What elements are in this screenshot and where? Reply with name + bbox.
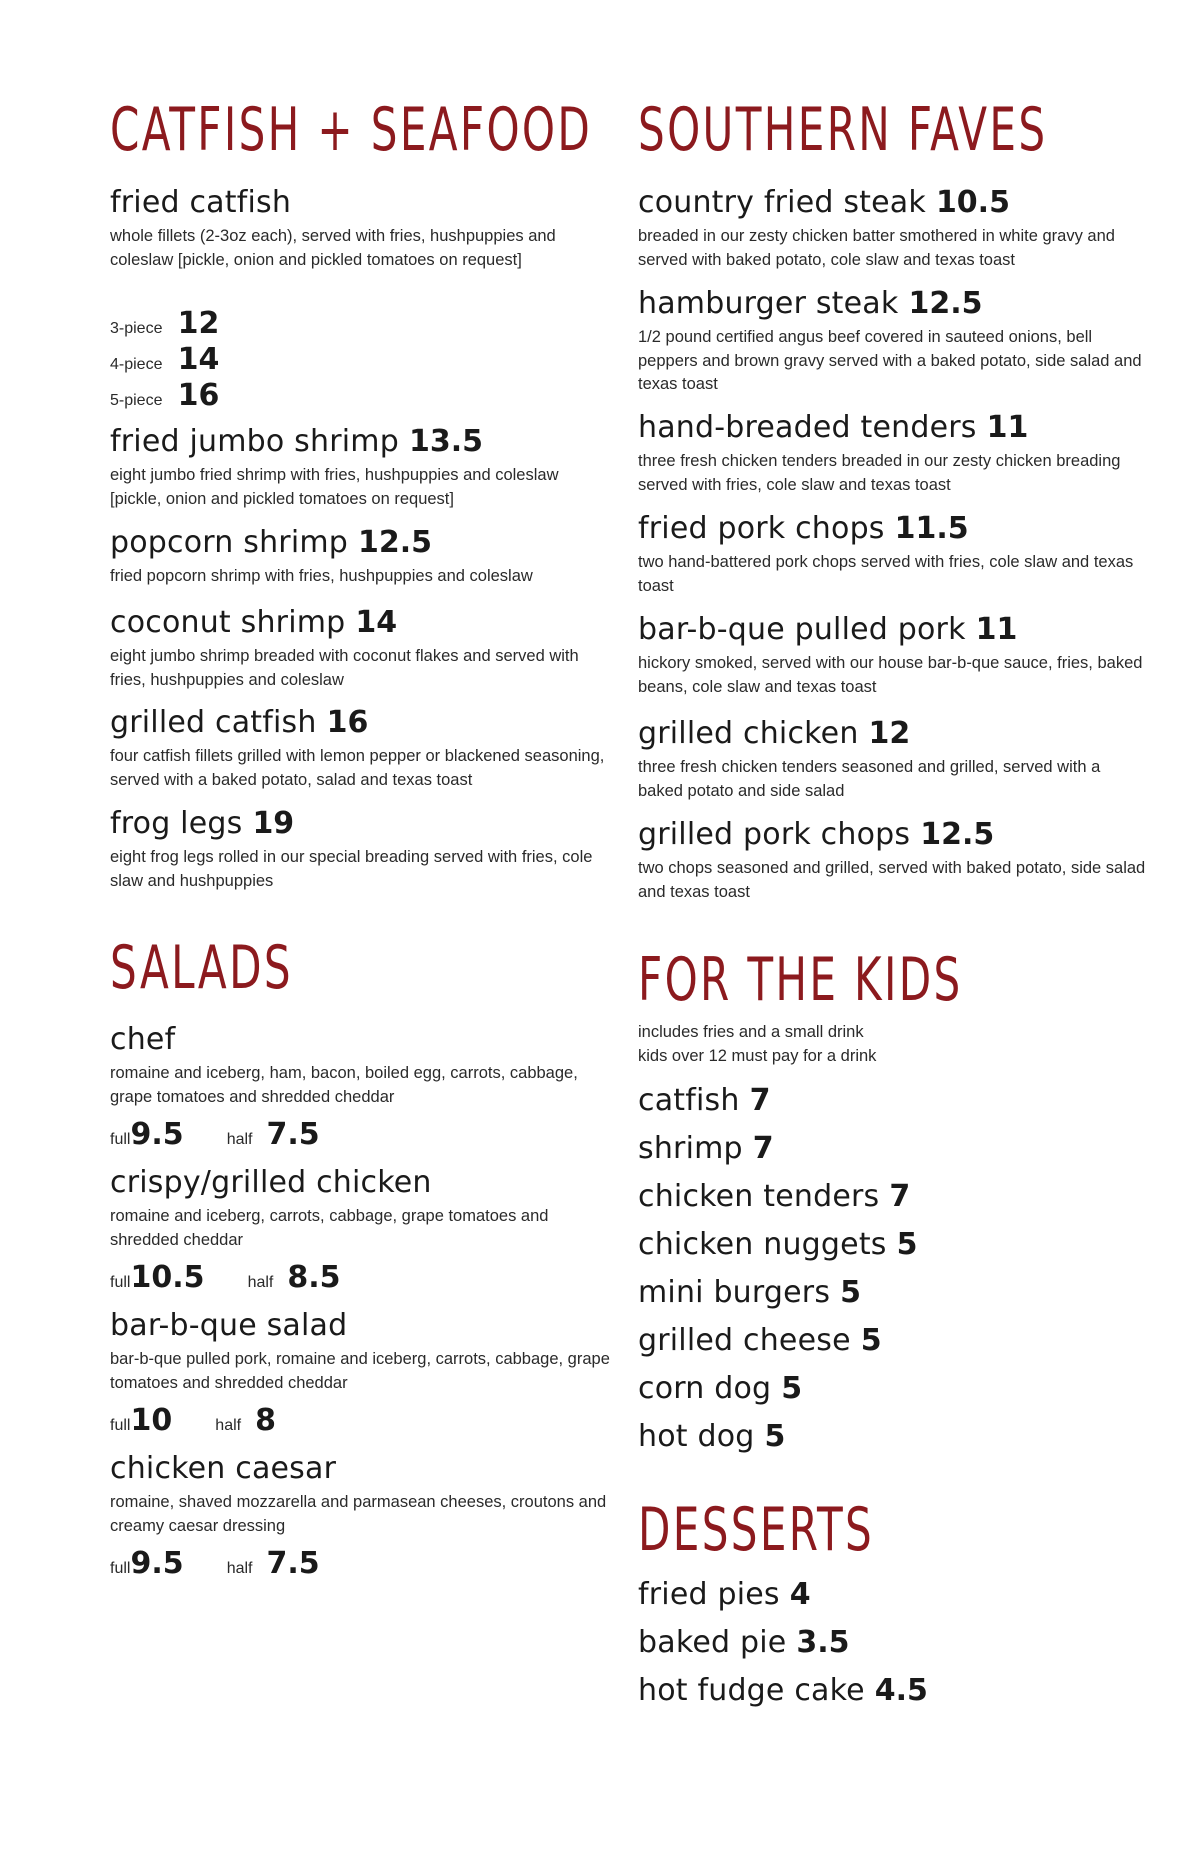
salad-item-bar-b-que-salad (110, 1308, 610, 1395)
salad-item-crispy-grilled-chicken (110, 1165, 610, 1252)
item-price: 16 (326, 705, 369, 740)
section-title-southern-faves: SOUTHERN FAVES (638, 95, 1048, 165)
full-price: 9.5 (130, 1117, 184, 1152)
salad-item-chicken-caesar (110, 1451, 610, 1538)
price-3-piece (110, 306, 219, 341)
item-price: 19 (252, 806, 295, 841)
half-price: 8 (255, 1403, 276, 1438)
full-price: 9.5 (130, 1546, 184, 1581)
item-name: chicken nuggets (638, 1227, 887, 1262)
menu-item-grilled-catfish (110, 705, 610, 792)
item-name: chef (110, 1022, 176, 1057)
salad-price-row (110, 1403, 276, 1438)
menu-item-grilled-chicken (638, 716, 1148, 803)
kids-item (638, 1371, 802, 1407)
section-title-for-the-kids: FOR THE KIDS (638, 945, 963, 1015)
item-description: eight jumbo fried shrimp with fries, hushpuppies and coleslaw [pickle, onion and pickled tomatoes on request] (110, 466, 559, 508)
full-price: 10 (130, 1403, 173, 1438)
full-label: full (110, 1417, 131, 1434)
piece-price: 16 (177, 378, 220, 413)
piece-label: 5-piece (110, 392, 163, 409)
menu-item-coconut-shrimp (110, 605, 610, 692)
kids-item (638, 1131, 774, 1167)
item-description: three fresh chicken tenders seasoned and grilled, served with a baked potato and side salad (638, 758, 1101, 800)
item-price: 11 (975, 612, 1018, 647)
kids-item (638, 1083, 770, 1119)
item-description: 1/2 pound certified angus beef covered in sauteed onions, bell peppers and brown gravy served with a baked potato, side salad and texas toast (638, 328, 1142, 393)
item-description: eight frog legs rolled in our special breading served with fries, cole slaw and hushpuppies (110, 848, 593, 890)
half-price: 7.5 (266, 1117, 320, 1152)
item-name: grilled cheese (638, 1323, 851, 1358)
item-name: fried catfish (110, 185, 292, 220)
item-name: popcorn shrimp (110, 525, 349, 560)
full-label: full (110, 1560, 131, 1577)
price-5-piece (110, 378, 219, 413)
salad-item-chef (110, 1022, 610, 1109)
item-name: frog legs (110, 806, 243, 841)
menu-item-bar-b-que-pulled-pork (638, 612, 1148, 699)
item-description: two chops seasoned and grilled, served with baked potato, side salad and texas toast (638, 859, 1146, 901)
menu-item-hand-breaded-tenders (638, 410, 1148, 497)
kids-note: includes fries and a small drink (638, 1023, 864, 1041)
half-label: half (226, 1560, 253, 1577)
salad-price-row (110, 1117, 320, 1152)
item-name: crispy/grilled chicken (110, 1165, 432, 1200)
item-name: corn dog (638, 1371, 772, 1406)
kids-item (638, 1179, 910, 1215)
item-price: 7 (749, 1083, 771, 1118)
item-price: 7 (889, 1179, 911, 1214)
item-name: fried pies (638, 1577, 780, 1612)
kids-item (638, 1323, 882, 1359)
item-price: 14 (355, 605, 398, 640)
item-name: country fried steak (638, 185, 926, 220)
item-description: hickory smoked, served with our house bar-b-que sauce, fries, baked beans, cole slaw and texas toast (638, 654, 1143, 696)
item-price: 7 (752, 1131, 774, 1166)
menu-item-country-fried-steak (638, 185, 1148, 272)
item-price: 5 (781, 1371, 803, 1406)
piece-price: 12 (177, 306, 220, 341)
section-title-catfish-seafood: CATFISH + SEAFOOD (110, 95, 593, 165)
item-description: romaine and iceberg, carrots, cabbage, grape tomatoes and shredded cheddar (110, 1207, 549, 1249)
half-label: half (226, 1131, 253, 1148)
item-name: coconut shrimp (110, 605, 346, 640)
item-price: 4 (789, 1577, 811, 1612)
item-description: three fresh chicken tenders breaded in our zesty chicken breading served with fries, cole slaw and texas toast (638, 452, 1121, 494)
item-name: hand-breaded tenders (638, 410, 977, 445)
half-label: half (247, 1274, 274, 1291)
salad-price-row (110, 1546, 320, 1581)
item-price: 11 (986, 410, 1029, 445)
item-name: fried jumbo shrimp (110, 424, 399, 459)
dessert-item (638, 1625, 850, 1661)
item-name: shrimp (638, 1131, 743, 1166)
kids-item (638, 1419, 785, 1455)
item-name: hamburger steak (638, 286, 899, 321)
kids-item (638, 1227, 918, 1263)
salad-price-row (110, 1260, 341, 1295)
item-name: chicken tenders (638, 1179, 880, 1214)
kids-note: kids over 12 must pay for a drink (638, 1046, 877, 1065)
full-price: 10.5 (130, 1260, 205, 1295)
section-title-desserts: DESSERTS (638, 1495, 875, 1565)
item-name: mini burgers (638, 1275, 831, 1310)
item-price: 4.5 (874, 1673, 928, 1708)
item-price: 5 (840, 1275, 862, 1310)
item-name: chicken caesar (110, 1451, 337, 1486)
item-price: 13.5 (408, 424, 483, 459)
kids-notes (638, 1021, 876, 1068)
item-name: baked pie (638, 1625, 787, 1660)
half-label: half (215, 1417, 242, 1434)
item-price: 5 (860, 1323, 882, 1358)
half-price: 8.5 (287, 1260, 341, 1295)
piece-price: 14 (177, 342, 220, 377)
item-price: 5 (764, 1419, 786, 1454)
piece-label: 4-piece (110, 356, 163, 373)
menu-item-fried-pork-chops (638, 511, 1148, 598)
item-description: whole fillets (2-3oz each), served with fries, hushpuppies and coleslaw [pickle, onion and pickled tomatoes on request] (110, 227, 556, 269)
item-name: grilled pork chops (638, 817, 911, 852)
item-name: catfish (638, 1083, 740, 1118)
piece-label: 3-piece (110, 320, 163, 337)
item-name: hot fudge cake (638, 1673, 865, 1708)
item-name: hot dog (638, 1419, 755, 1454)
full-label: full (110, 1274, 131, 1291)
item-description: four catfish fillets grilled with lemon pepper or blackened seasoning, served with a baked potato, salad and texas toast (110, 747, 605, 789)
item-name: bar-b-que salad (110, 1308, 348, 1343)
item-name: fried pork chops (638, 511, 885, 546)
item-price: 11.5 (894, 511, 969, 546)
item-description: romaine and iceberg, ham, bacon, boiled egg, carrots, cabbage, grape tomatoes and shredded cheddar (110, 1064, 578, 1106)
item-description: breaded in our zesty chicken batter smothered in white gravy and served with baked potato, cole slaw and texas toast (638, 227, 1115, 269)
menu-item-fried-jumbo-shrimp (110, 424, 610, 511)
menu-item-fried-catfish (110, 185, 610, 272)
item-name: grilled chicken (638, 716, 859, 751)
section-title-salads: SALADS (110, 933, 293, 1003)
item-price: 12 (868, 716, 911, 751)
item-price: 10.5 (935, 185, 1010, 220)
dessert-item (638, 1673, 928, 1709)
full-label: full (110, 1131, 131, 1148)
item-price: 5 (896, 1227, 918, 1262)
price-4-piece (110, 342, 219, 377)
menu-item-grilled-pork-chops (638, 817, 1148, 904)
dessert-item (638, 1577, 811, 1613)
half-price: 7.5 (266, 1546, 320, 1581)
item-description: two hand-battered pork chops served with fries, cole slaw and texas toast (638, 553, 1134, 595)
item-price: 12.5 (358, 525, 433, 560)
item-price: 3.5 (796, 1625, 850, 1660)
item-description: romaine, shaved mozzarella and parmasean cheeses, croutons and creamy caesar dressing (110, 1493, 607, 1535)
item-price: 12.5 (908, 286, 983, 321)
kids-item (638, 1275, 861, 1311)
item-price: 12.5 (920, 817, 995, 852)
menu-item-frog-legs (110, 806, 610, 893)
item-name: grilled catfish (110, 705, 317, 740)
item-description: fried popcorn shrimp with fries, hushpuppies and coleslaw (110, 567, 533, 585)
item-name: bar-b-que pulled pork (638, 612, 966, 647)
menu-item-popcorn-shrimp (110, 525, 533, 589)
menu-item-hamburger-steak (638, 286, 1148, 397)
item-description: eight jumbo shrimp breaded with coconut flakes and served with fries, hushpuppies and coleslaw (110, 647, 579, 689)
item-description: bar-b-que pulled pork, romaine and iceberg, carrots, cabbage, grape tomatoes and shredded cheddar (110, 1350, 610, 1392)
